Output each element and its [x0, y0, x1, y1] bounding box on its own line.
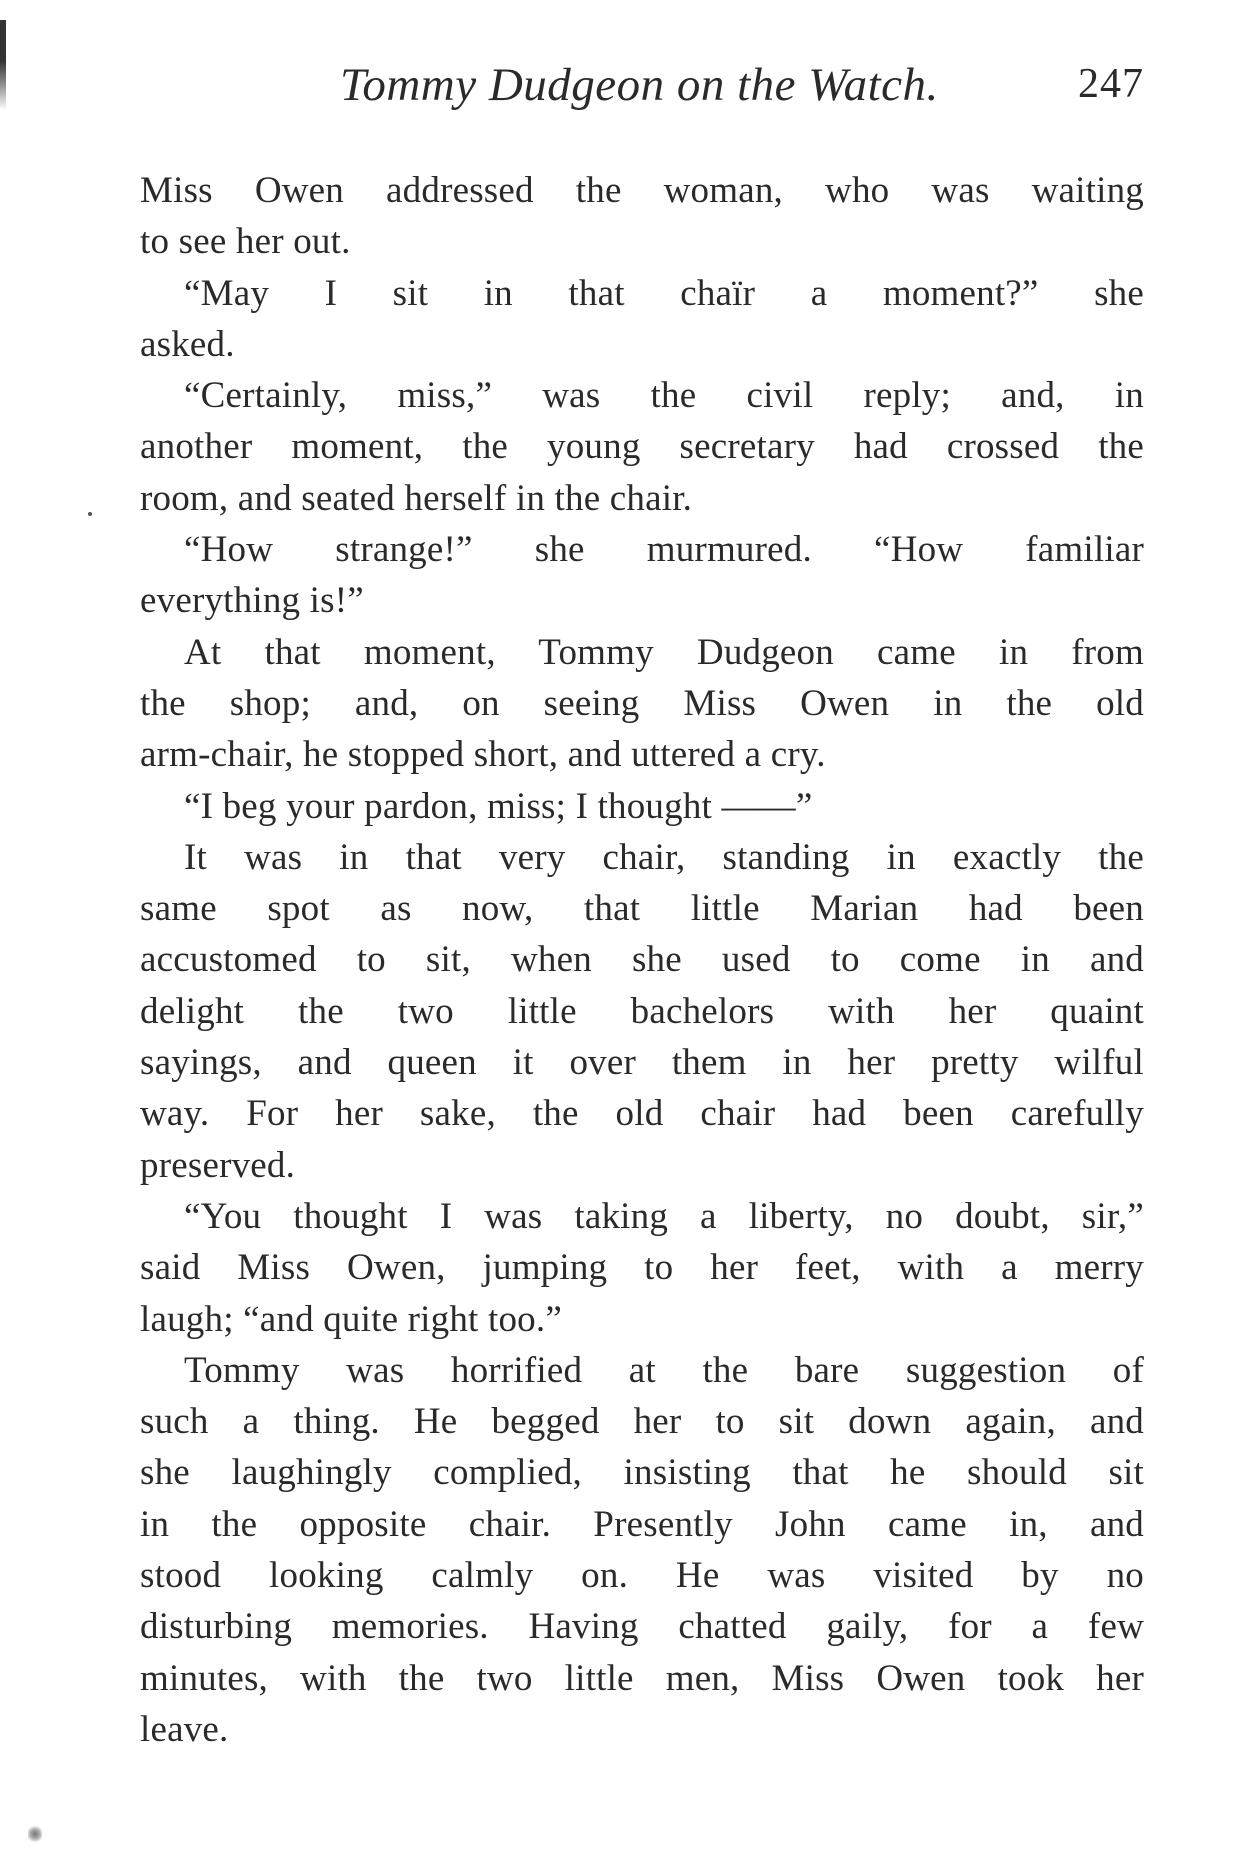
text-line: leave.	[140, 1708, 229, 1750]
text-line: “May I sit in that chaïr a moment?” she	[184, 272, 1144, 314]
text-line: sayings, and queen it over them in her pretty wilful	[140, 1042, 1144, 1084]
text-line: another moment, the young secretary had crossed the	[140, 426, 1144, 468]
text-line: room, and seated herself in the chair.	[140, 477, 693, 519]
ink-speck	[88, 512, 92, 516]
text-line: “How strange!” she murmured. “How familiar	[184, 529, 1144, 571]
text-line: to see her out.	[140, 221, 351, 263]
text-line: in the opposite chair. Presently John came in, and	[140, 1503, 1144, 1545]
text-line: “Certainly, miss,” was the civil reply; and, in	[184, 375, 1144, 417]
text-line: “You thought I was taking a liberty, no doubt, sir,”	[184, 1195, 1144, 1237]
text-line: arm-chair, he stopped short, and uttered a cry.	[140, 734, 826, 776]
text-line: asked.	[140, 323, 235, 365]
text-line: said Miss Owen, jumping to her feet, with a merry	[140, 1247, 1144, 1289]
text-line: laugh; “and quite right too.”	[140, 1298, 562, 1340]
text-line: “I beg your pardon, miss; I thought ——”	[184, 785, 813, 827]
page-text	[140, 165, 1144, 1755]
page-header	[140, 58, 1144, 128]
text-line: same spot as now, that little Marian had been	[140, 888, 1144, 930]
text-line: preserved.	[140, 1144, 296, 1186]
text-line: stood looking calmly on. He was visited by no	[140, 1555, 1144, 1597]
text-line: Tommy was horrified at the bare suggestion of	[184, 1349, 1144, 1391]
text-line: she laughingly complied, insisting that he should sit	[140, 1452, 1144, 1494]
running-title: Tommy Dudgeon on the Watch.	[340, 59, 939, 111]
text-line: delight the two little bachelors with her quaint	[140, 990, 1144, 1032]
text-line: minutes, with the two little men, Miss Owen took her	[140, 1657, 1144, 1699]
text-line: everything is!”	[140, 580, 364, 622]
text-line: disturbing memories. Having chatted gaily, for a few	[140, 1606, 1144, 1648]
page-edge-mark	[0, 20, 6, 110]
text-line: way. For her sake, the old chair had been carefully	[140, 1093, 1144, 1135]
text-line: Miss Owen addressed the woman, who was waiting	[140, 170, 1144, 211]
page-edge-smudge	[28, 1825, 42, 1843]
text-line: the shop; and, on seeing Miss Owen in the old	[140, 682, 1144, 724]
text-line: It was in that very chair, standing in exactly the	[184, 836, 1144, 878]
text-line: At that moment, Tommy Dudgeon came in from	[184, 631, 1144, 673]
text-line: such a thing. He begged her to sit down again, and	[140, 1401, 1144, 1443]
page-number: 247	[1078, 61, 1144, 107]
text-line: accustomed to sit, when she used to come in and	[140, 939, 1144, 981]
